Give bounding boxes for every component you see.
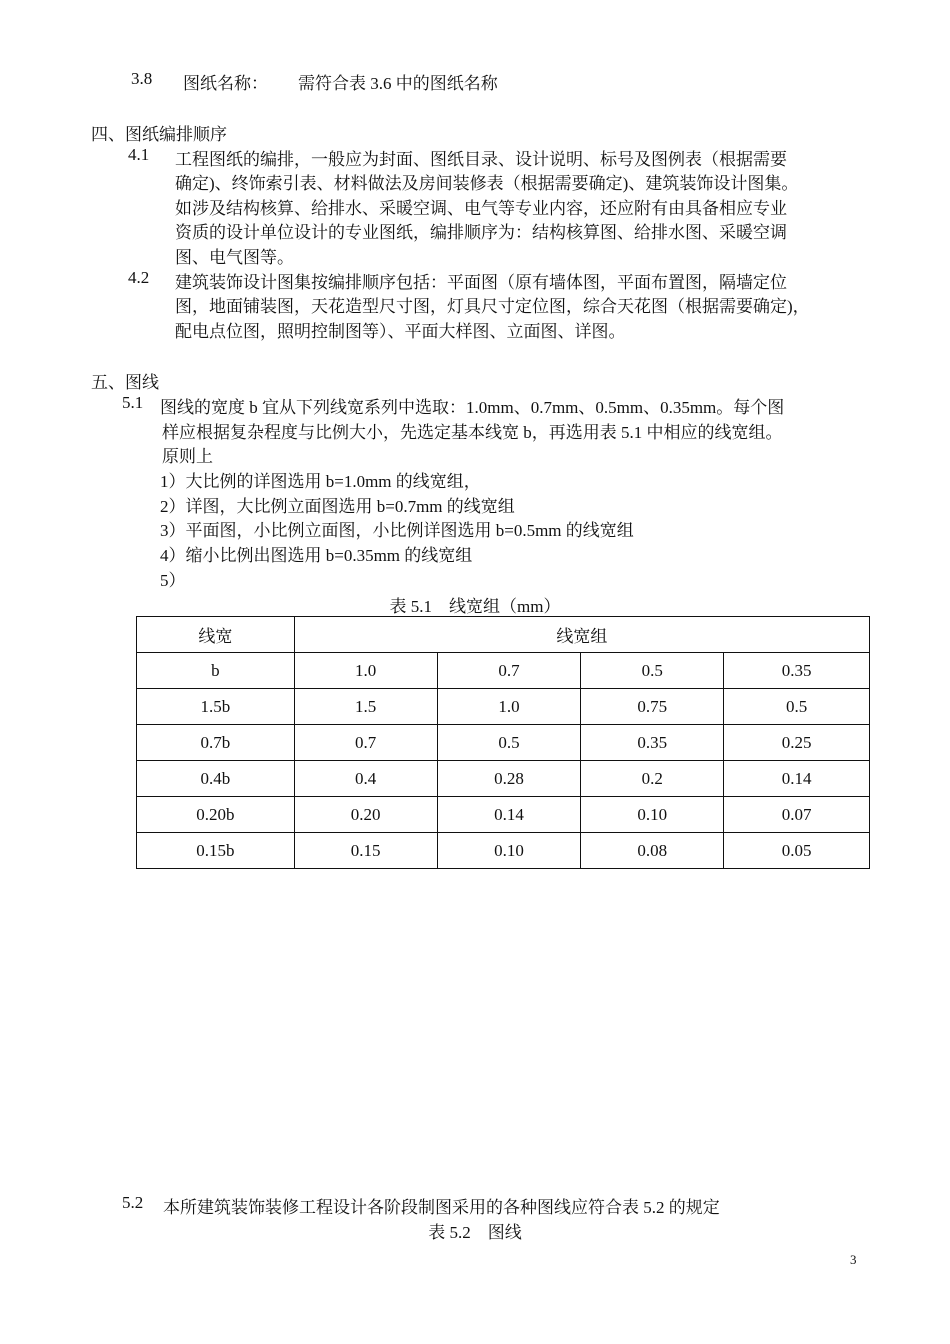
table-header-row bbox=[137, 617, 870, 653]
item-5-2-text: 本所建筑装饰装修工程设计各阶段制图采用的各种图线应符合表 5.2 的规定 bbox=[163, 1198, 720, 1217]
table-cell: 0.14 bbox=[724, 761, 870, 797]
table-cell: 0.07 bbox=[724, 797, 870, 833]
table-5-2-caption: 表 5.2 图线 bbox=[428, 1223, 522, 1242]
table-cell: 0.4 bbox=[294, 761, 437, 797]
table-cell: 0.28 bbox=[437, 761, 581, 797]
table-cell: 0.35 bbox=[581, 725, 724, 761]
section-3-8-number: 3.8 bbox=[131, 69, 153, 88]
table-cell: 0.20 bbox=[294, 797, 437, 833]
table-cell: 0.4b bbox=[137, 761, 295, 797]
table-row bbox=[137, 725, 870, 761]
item-4-2-line: 图，地面铺装图，天花造型尺寸图，灯具尺寸定位图，综合天花图（根据需要确定)， bbox=[175, 297, 810, 316]
list-item: 3）平面图，小比例立面图，小比例详图选用 b=0.5mm 的线宽组 bbox=[160, 521, 634, 540]
table-cell: 0.05 bbox=[724, 833, 870, 869]
item-4-1-line: 如涉及结构核算、给排水、采暖空调、电气等专业内容，还应附有由具备相应专业 bbox=[175, 199, 787, 218]
list-item: 2）详图，大比例立面图选用 b=0.7mm 的线宽组 bbox=[160, 497, 515, 516]
table-row bbox=[137, 689, 870, 725]
table-cell: 0.15 bbox=[294, 833, 437, 869]
item-4-1-number: 4.1 bbox=[128, 145, 150, 164]
section-3-8-label: 图纸名称： bbox=[183, 74, 268, 93]
item-4-1-line: 确定)、终饰索引表、材料做法及房间装修表（根据需要确定)、建筑装饰设计图集。 bbox=[175, 174, 799, 193]
table-cell: 0.08 bbox=[581, 833, 724, 869]
table-row bbox=[137, 653, 870, 689]
item-4-1-line: 工程图纸的编排，一般应为封面、图纸目录、设计说明、标号及图例表（根据需要 bbox=[175, 150, 787, 169]
section-5-heading: 五、图线 bbox=[91, 373, 159, 392]
item-5-1-line: 样应根据复杂程度与比例大小，先选定基本线宽 b，再选用表 5.1 中相应的线宽组。 bbox=[162, 423, 783, 442]
table-cell: 0.7b bbox=[137, 725, 295, 761]
item-4-2-line: 配电点位图，照明控制图等）、平面大样图、立面图、详图。 bbox=[175, 322, 626, 341]
item-4-1-line: 图、电气图等。 bbox=[175, 248, 294, 267]
item-4-1-line: 资质的设计单位设计的专业图纸，编排顺序为：结构核算图、给排水图、采暖空调 bbox=[175, 223, 787, 242]
table-cell: 0.35 bbox=[724, 653, 870, 689]
table-cell: b bbox=[137, 653, 295, 689]
page-number: 3 bbox=[850, 1252, 857, 1267]
table-cell: 0.15b bbox=[137, 833, 295, 869]
table-cell: 0.5 bbox=[437, 725, 581, 761]
header-cell: 线宽 bbox=[137, 617, 295, 653]
item-5-1-number: 5.1 bbox=[122, 393, 144, 412]
table-cell: 0.7 bbox=[437, 653, 581, 689]
table-cell: 0.2 bbox=[581, 761, 724, 797]
section-3-8-text: 需符合表 3.6 中的图纸名称 bbox=[298, 74, 498, 93]
section-4-heading: 四、图纸编排顺序 bbox=[91, 125, 227, 144]
table-cell: 1.0 bbox=[294, 653, 437, 689]
list-item: 1）大比例的详图选用 b=1.0mm 的线宽组， bbox=[160, 472, 481, 491]
table-cell: 0.5 bbox=[581, 653, 724, 689]
item-4-2-line: 建筑装饰设计图集按编排顺序包括：平面图（原有墙体图，平面布置图，隔墙定位 bbox=[175, 273, 787, 292]
table-cell: 0.7 bbox=[294, 725, 437, 761]
item-4-2-number: 4.2 bbox=[128, 268, 150, 287]
table-cell: 0.75 bbox=[581, 689, 724, 725]
table-cell: 0.14 bbox=[437, 797, 581, 833]
table-cell: 0.25 bbox=[724, 725, 870, 761]
table-cell: 1.5b bbox=[137, 689, 295, 725]
table-row bbox=[137, 761, 870, 797]
list-item: 4）缩小比例出图选用 b=0.35mm 的线宽组 bbox=[160, 546, 473, 565]
table-row bbox=[137, 833, 870, 869]
item-5-1-line: 原则上 bbox=[162, 447, 213, 466]
table-cell: 0.5 bbox=[724, 689, 870, 725]
list-item: 5） bbox=[160, 571, 186, 590]
table-cell: 1.0 bbox=[437, 689, 581, 725]
table-row bbox=[137, 797, 870, 833]
table-cell: 1.5 bbox=[294, 689, 437, 725]
table-cell: 0.10 bbox=[581, 797, 724, 833]
table-cell: 0.10 bbox=[437, 833, 581, 869]
item-5-2-number: 5.2 bbox=[122, 1193, 144, 1212]
table-cell: 0.20b bbox=[137, 797, 295, 833]
line-width-table bbox=[136, 616, 870, 869]
item-5-1-line: 图线的宽度 b 宜从下列线宽系列中选取：1.0mm、0.7mm、0.5mm、0.35mm。每个图 bbox=[160, 398, 785, 417]
table-5-1-caption: 表 5.1 线宽组（mm） bbox=[389, 597, 561, 616]
header-cell: 线宽组 bbox=[294, 617, 869, 653]
